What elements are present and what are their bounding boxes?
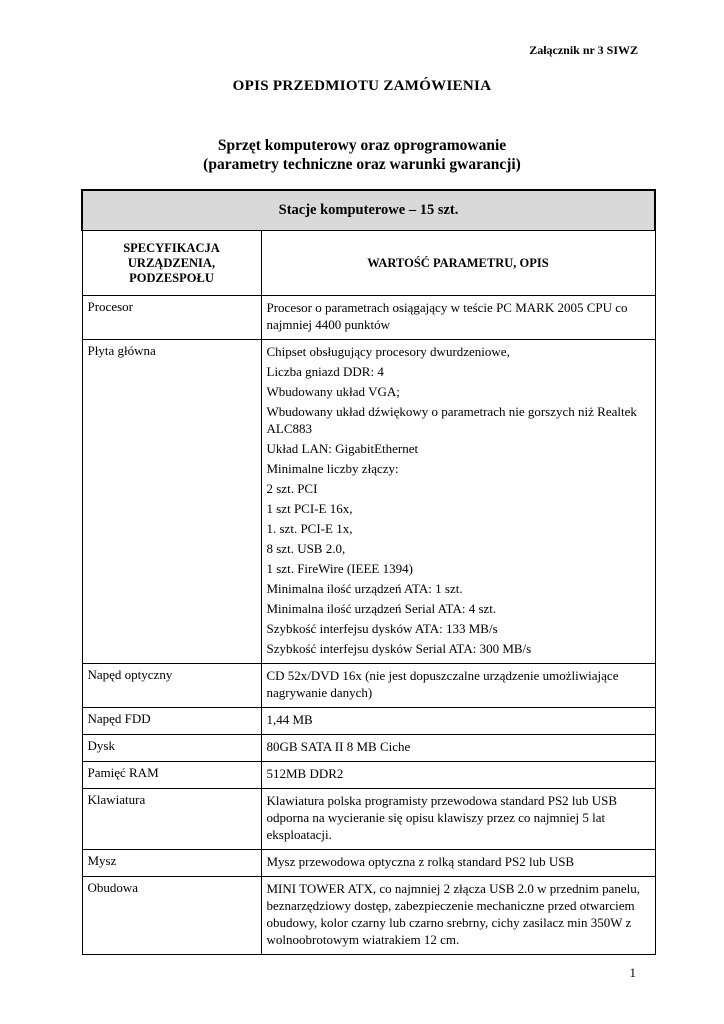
row-parameter-description [261, 762, 655, 789]
description-line: Układ LAN: GigabitEthernet [266, 441, 419, 456]
description-line: Mysz przewodowa optyczna z rolką standard PS2 lub USB [266, 854, 575, 869]
row-component-name: Płyta główna [82, 340, 261, 664]
description-line: Procesor o parametrach osiągający w teście PC MARK 2005 CPU co najmniej 4400 punktów [266, 300, 628, 332]
description-line: Wbudowany układ dźwiękowy o parametrach nie gorszych niż Realtek ALC883 [266, 404, 637, 436]
row-parameter-description [261, 850, 655, 877]
table-row [82, 762, 655, 789]
row-parameter-description [261, 340, 655, 664]
description-line: Minimalna ilość urządzeń ATA: 1 szt. [266, 581, 463, 596]
subtitle-line-2: (parametry techniczne oraz warunki gwarancji) [203, 156, 521, 173]
row-component-name: Napęd optyczny [82, 664, 261, 708]
table-banner: Stacje komputerowe – 15 szt. [82, 190, 655, 231]
table-row [82, 789, 655, 850]
row-component-name: Pamięć RAM [82, 762, 261, 789]
page-title: OPIS PRZEDMIOTU ZAMÓWIENIA [232, 78, 492, 94]
table-row [82, 735, 655, 762]
description-line: Liczba gniazd DDR: 4 [266, 364, 384, 379]
header-specification [82, 231, 261, 296]
annex-label: Załącznik nr 3 SIWZ [529, 43, 638, 57]
subtitle [0, 136, 724, 174]
description-line: 1,44 MB [266, 712, 313, 727]
row-parameter-description [261, 877, 655, 955]
row-parameter-description [261, 708, 655, 735]
description-line: 1 szt PCI-E 16x, [266, 501, 353, 516]
description-line: 80GB SATA II 8 MB Ciche [266, 739, 411, 754]
description-line: CD 52x/DVD 16x (nie jest dopuszczalne urządzenie umożliwiające nagrywanie danych) [266, 668, 619, 700]
row-parameter-description [261, 789, 655, 850]
description-line: 512MB DDR2 [266, 766, 344, 781]
table-row [82, 664, 655, 708]
table-row [82, 296, 655, 340]
table-body [82, 296, 655, 955]
description-line: Szybkość interfejsu dysków ATA: 133 MB/s [266, 621, 498, 636]
page-number: 1 [629, 965, 636, 980]
table-row [82, 340, 655, 664]
header-left-line: PODZESPOŁU [129, 270, 214, 285]
row-component-name: Dysk [82, 735, 261, 762]
description-line: Minimalne liczby złączy: [266, 461, 399, 476]
header-left-line: URZĄDZENIA, [127, 255, 216, 270]
table-row [82, 877, 655, 955]
header-parameter-value: WARTOŚĆ PARAMETRU, OPIS [261, 231, 655, 296]
table-row [82, 850, 655, 877]
row-component-name: Obudowa [82, 877, 261, 955]
description-line: 1. szt. PCI-E 1x, [266, 521, 353, 536]
description-line: Minimalna ilość urządzeń Serial ATA: 4 szt. [266, 601, 497, 616]
table-header-row [82, 231, 655, 296]
subtitle-line-1: Sprzęt komputerowy oraz oprogramowanie [217, 137, 507, 154]
row-component-name: Klawiatura [82, 789, 261, 850]
description-line: Szybkość interfejsu dysków Serial ATA: 300 MB/s [266, 641, 532, 656]
table-banner-row [82, 190, 655, 231]
description-line: Wbudowany układ VGA; [266, 384, 400, 399]
row-parameter-description [261, 296, 655, 340]
table-row [82, 708, 655, 735]
description-line: MINI TOWER ATX, co najmniej 2 złącza USB 2.0 w przednim panelu, beznarzędziowy dostęp, zabezpieczenie mechaniczne przed otwarciem obudowy, kolor czarny lub czarno srebrny, cichy zasilacz min 350W z wolnoobrotowym wiatrakiem 12 cm. [266, 881, 641, 947]
description-line: 8 szt. USB 2.0, [266, 541, 346, 556]
specification-table [81, 189, 656, 955]
description-line: Klawiatura polska programisty przewodowa standard PS2 lub USB odporna na wycieranie się opisu klawiszy przez co najmniej 5 lat eksploatacji. [266, 793, 618, 842]
row-component-name: Napęd FDD [82, 708, 261, 735]
row-component-name: Procesor [82, 296, 261, 340]
row-component-name: Mysz [82, 850, 261, 877]
header-left-line: SPECYFIKACJA [123, 240, 220, 255]
row-parameter-description [261, 664, 655, 708]
description-line: Chipset obsługujący procesory dwurdzeniowe, [266, 344, 510, 359]
description-line: 1 szt. FireWire (IEEE 1394) [266, 561, 413, 576]
row-parameter-description [261, 735, 655, 762]
description-line: 2 szt. PCI [266, 481, 318, 496]
